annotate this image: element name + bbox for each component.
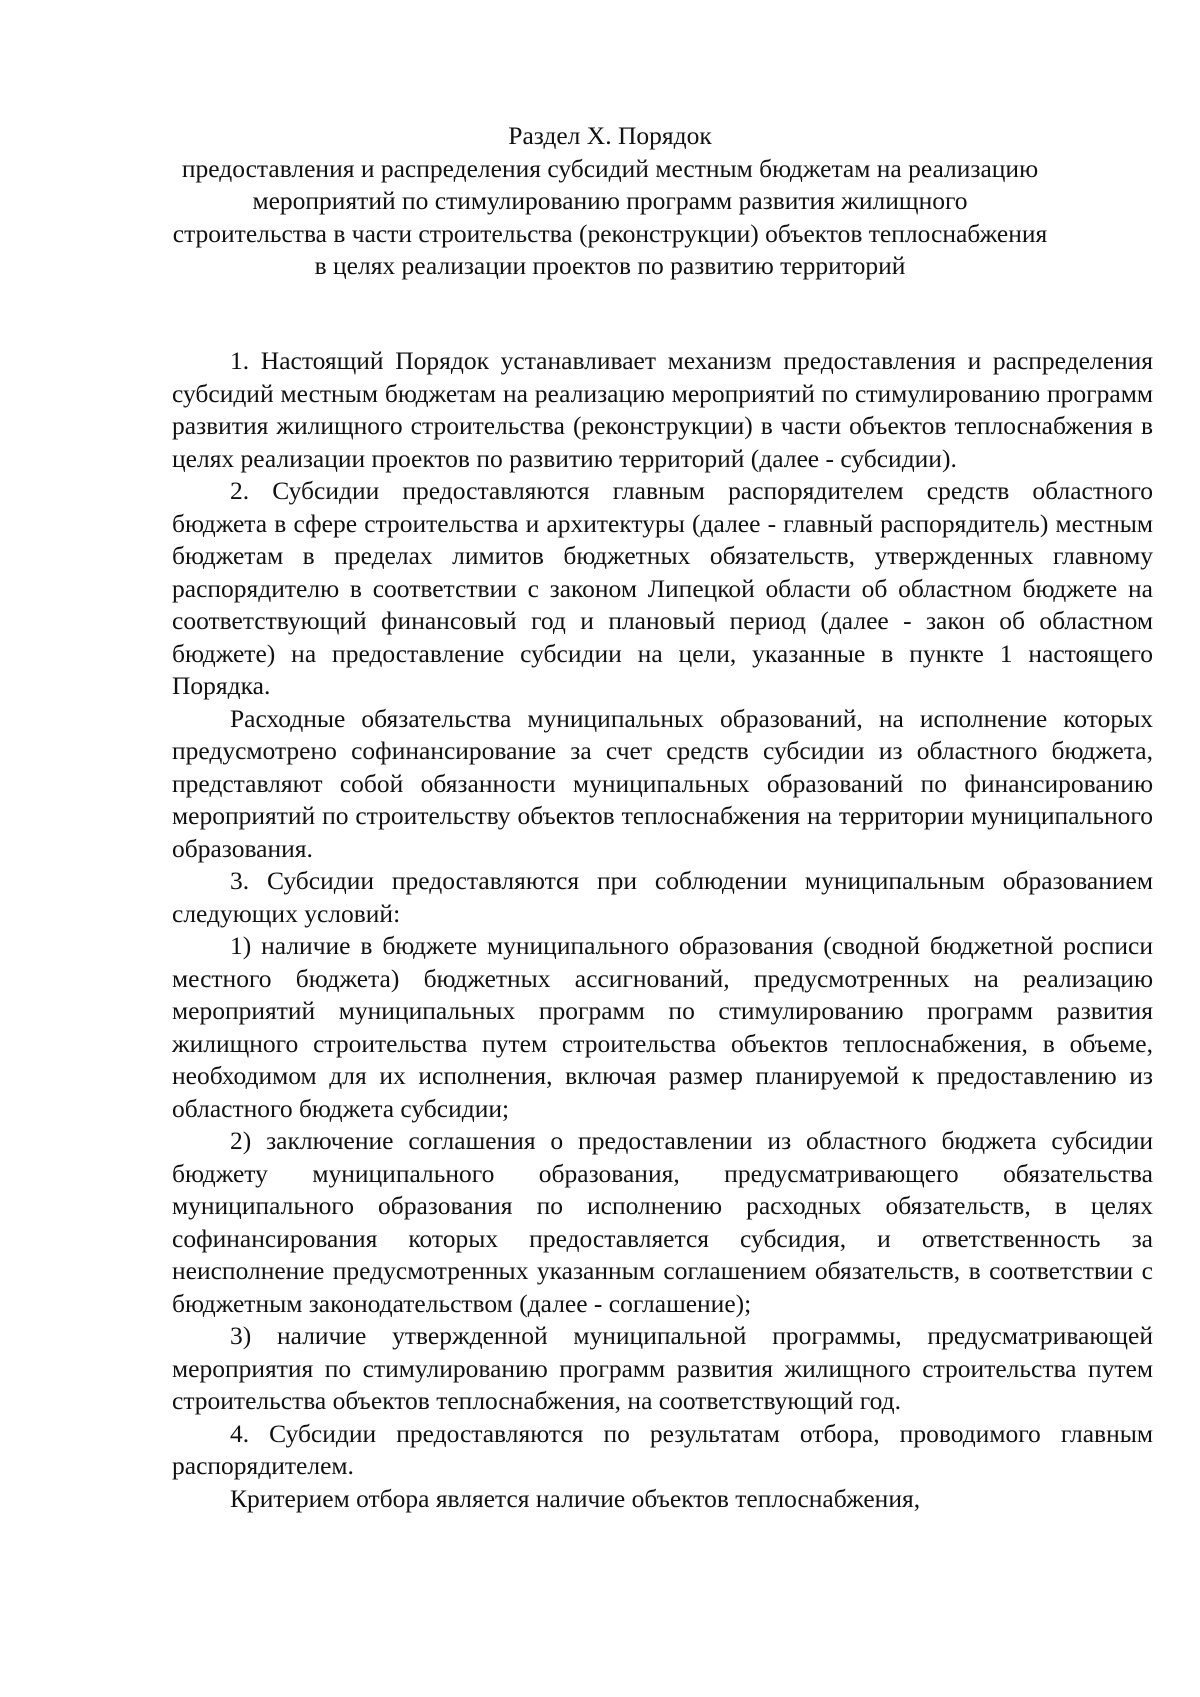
paragraph-expenses: Расходные обязательства муниципальных образований, на исполнение которых предусмотрено софинансирование за счет средств субсидии из областного бюджета, представляют собой обязанности муниципальных образований по финансированию мероприятий по строительству объектов теплоснабжения на территории муниципального образования. [172, 703, 1153, 863]
paragraph-1: 1. Настоящий Порядок устанавливает механизм предоставления и распределения субсидий местным бюджетам на реализацию мероприятий по стимулированию программ развития жилищного строительства (реконструкции) в части объектов теплоснабжения в целях реализации проектов по развитию территорий (далее - субсидии). [172, 346, 1153, 473]
paragraph-2: 2. Субсидии предоставляются главным распорядителем средств областного бюджета в сфере строительства и архитектуры (далее - главный распорядитель) местным бюджетам в пределах лимитов бюджетных обязательств, утвержденных главному распорядителю в соответствии с законом Липецкой области об областном бюджете на соответствующий финансовый год и плановый период (далее - закон об областном бюджете) на предоставление субсидии на цели, указанные в пункте 1 настоящего Порядка. [172, 476, 1153, 700]
paragraph-3: 3. Субсидии предоставляются при соблюдении муниципальным образованием следующих условий: [172, 866, 1153, 928]
condition-2: 2) заключение соглашения о предоставлении из областного бюджета субсидии бюджету муниципального образования, предусматривающего обязательства муниципального образования по исполнению расходных обязательств, в целях софинансирования которых предоставляется субсидия, и ответственность за неисполнение предусмотренных указанным соглашением обязательств, в соответствии с бюджетным законодательством (далее - соглашение); [172, 1126, 1153, 1318]
heading-line: мероприятий по стимулированию программ развития жилищного [252, 186, 968, 215]
heading-line: Раздел X. Порядок [508, 121, 712, 150]
paragraph-4: 4. Субсидии предоставляются по результатам отбора, проводимого главным распорядителем. [172, 1418, 1153, 1480]
selection-criterion: Критерием отбора является наличие объектов теплоснабжения, [230, 1483, 921, 1513]
heading-line: строительства в части строительства (реконструкции) объектов теплоснабжения [172, 218, 1048, 248]
document-body [172, 345, 1153, 1515]
heading-line: предоставления и распределения субсидий местным бюджетам на реализацию [181, 153, 1039, 183]
section-heading [160, 120, 1060, 283]
condition-3: 3) наличие утвержденной муниципальной программы, предусматривающей мероприятия по стимулированию программ развития жилищного строительства путем строительства объектов теплоснабжения, на соответствующий год. [172, 1321, 1153, 1415]
heading-line: в целях реализации проектов по развитию территорий [314, 251, 906, 280]
condition-1: 1) наличие в бюджете муниципального образования (сводной бюджетной росписи местного бюджета) бюджетных ассигнований, предусмотренных на реализацию мероприятий муниципальных программ по стимулированию программ развития жилищного строительства путем строительства объектов теплоснабжения, в объеме, необходимом для их исполнения, включая размер планируемой к предоставлению из областного бюджета субсидии; [172, 931, 1153, 1123]
